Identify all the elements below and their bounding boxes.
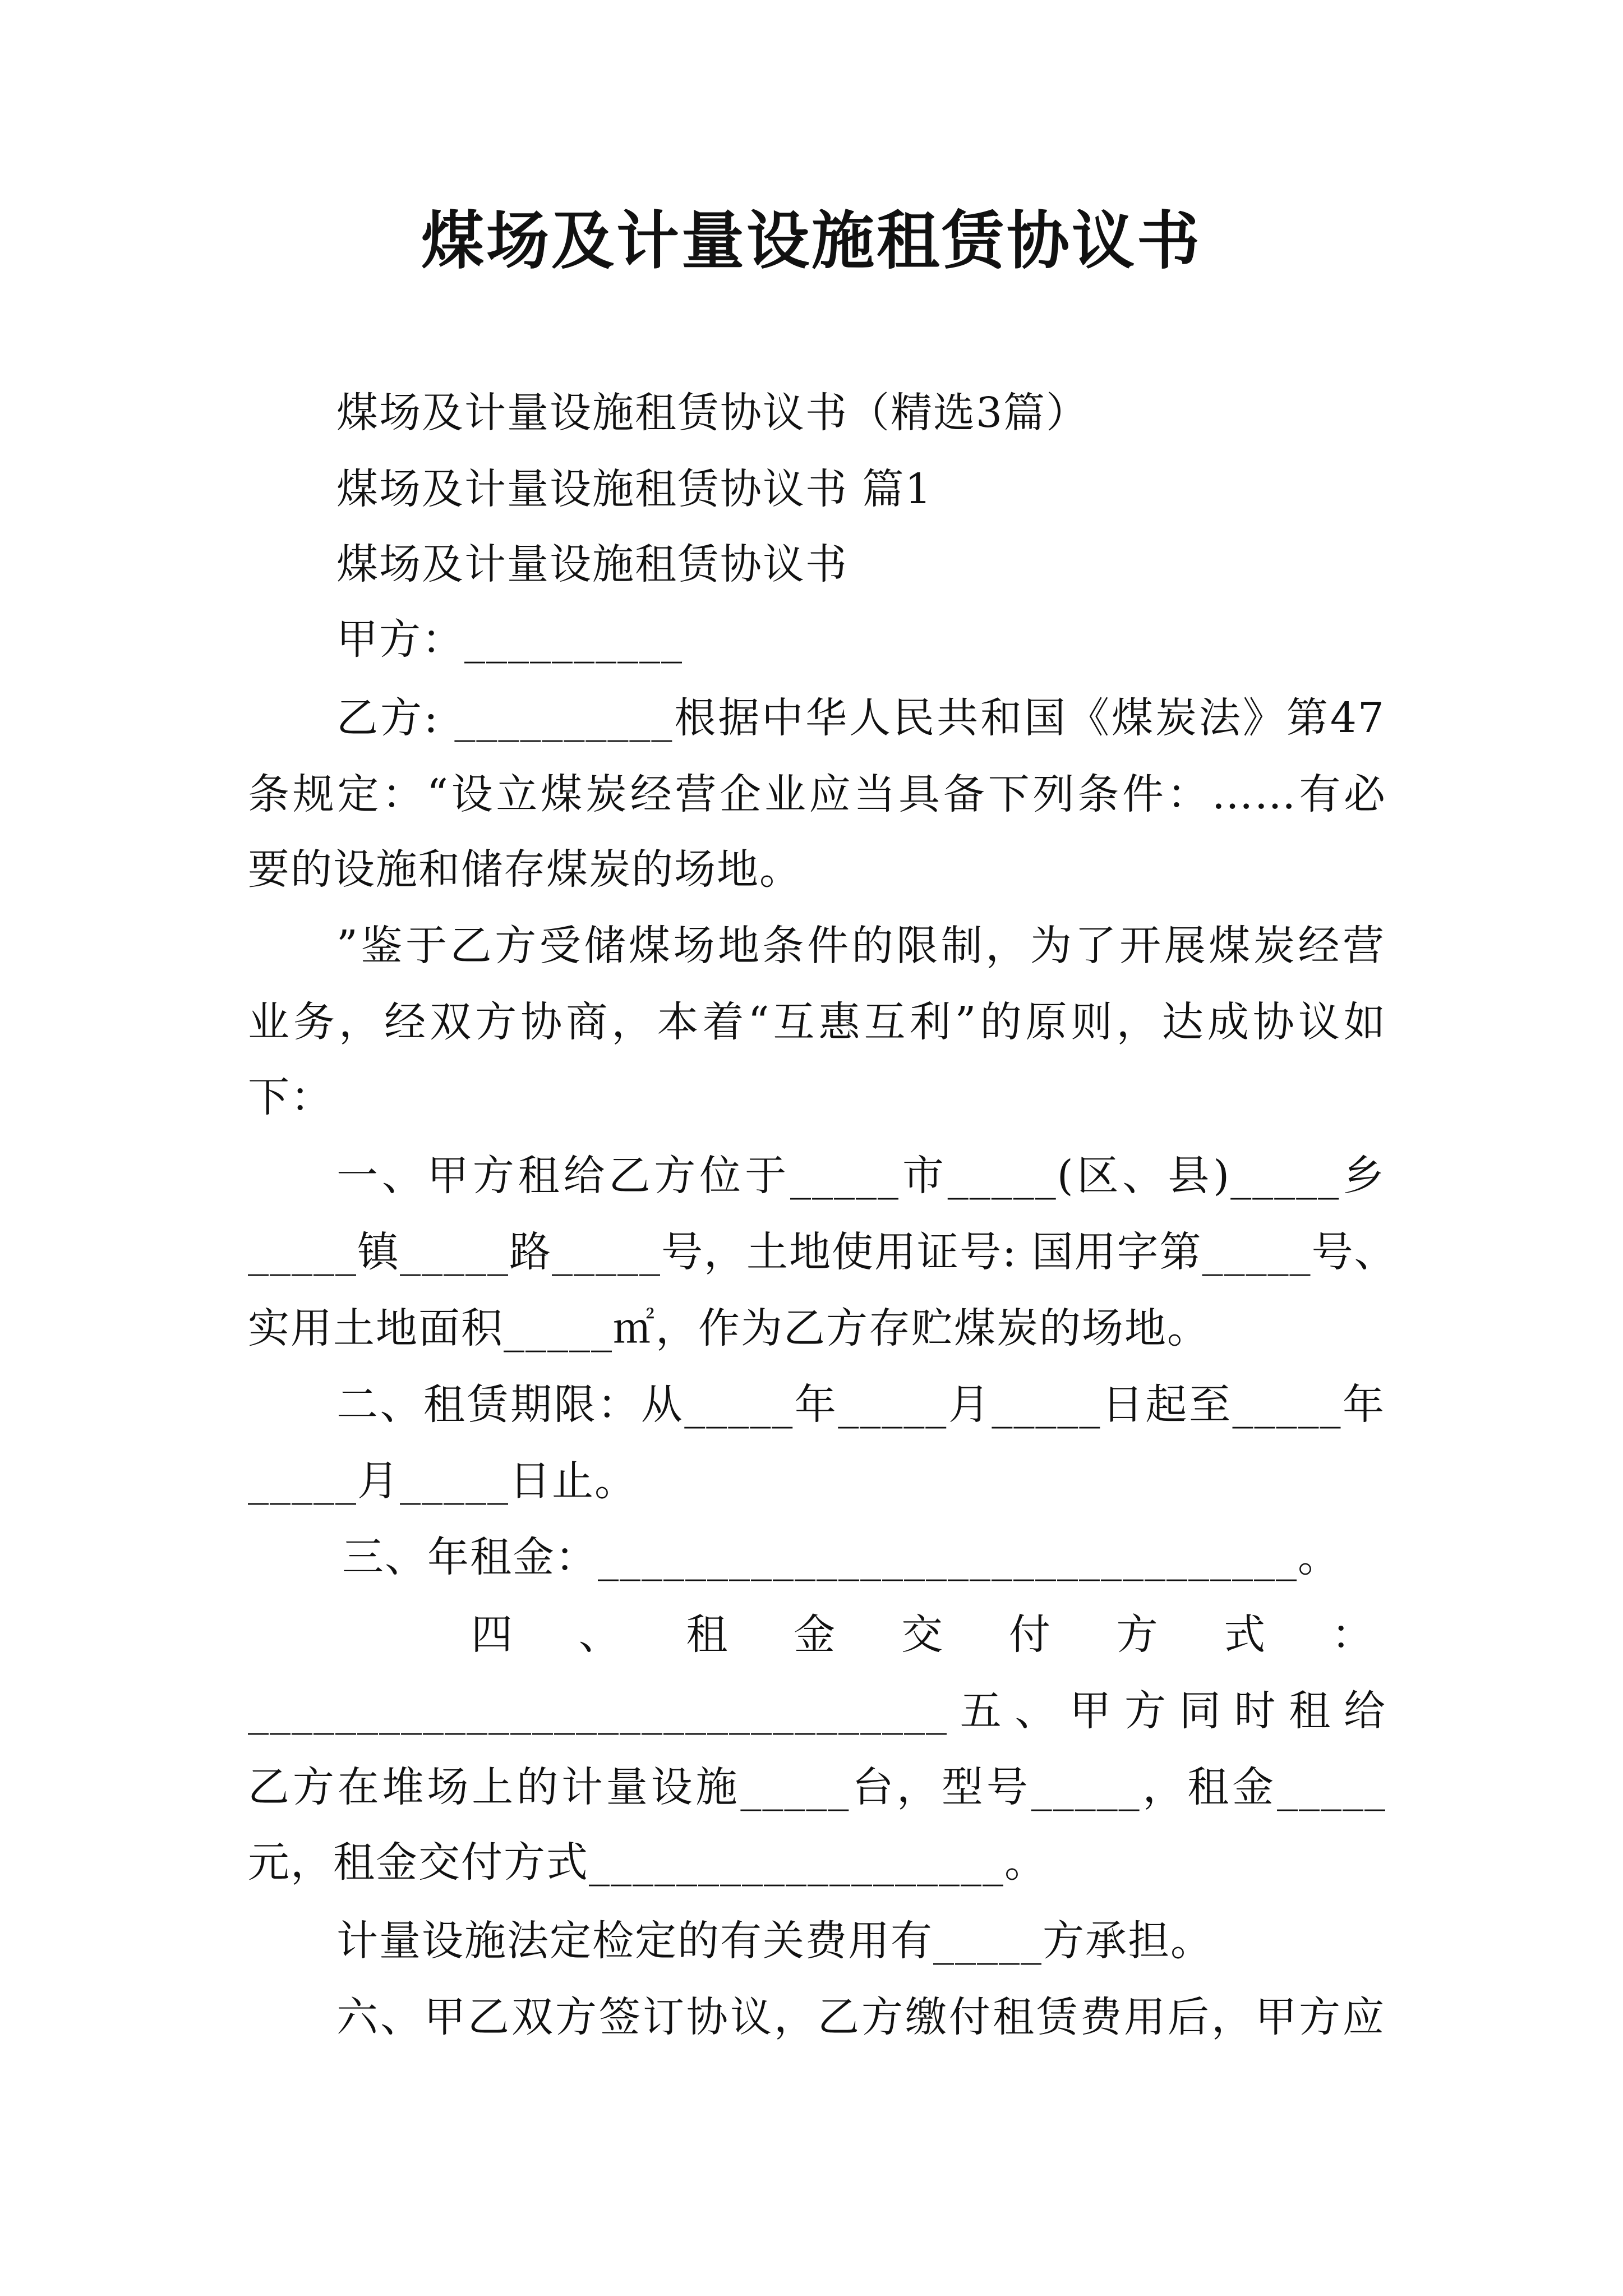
clause-4-heading: [471, 1607, 1374, 1663]
clause-4-char: 、: [578, 1611, 621, 1659]
subtitle-line: 煤场及计量设施租赁协议书（精选3篇）: [336, 389, 1089, 437]
clause-4-char: 方: [1116, 1611, 1159, 1659]
clause-2-line: _____月_____日止。: [248, 1457, 637, 1505]
party-a-line: 甲方：__________: [336, 615, 683, 664]
paragraph-line: ”鉴于乙方受储煤场地条件的限制，为了开展煤炭经营: [336, 922, 1385, 970]
clause-2-line: 二、租赁期限：从_____年_____月_____日起至_____年: [336, 1381, 1385, 1429]
clause-3-line: 三、年租金：________________________________。: [342, 1533, 1340, 1581]
clause-1-line: 一、甲方租给乙方位于_____市_____(区、县)_____乡: [336, 1152, 1385, 1200]
paragraph-line: 业务，经双方协商，本着“互惠互利”的原则，达成协议如: [248, 998, 1386, 1046]
clause-4-char: 金: [794, 1611, 837, 1659]
clause-5-line: 计量设施法定检定的有关费用有_____方承担。: [336, 1917, 1213, 1965]
clause-1-line: 实用土地面积_____㎡，作为乙方存贮煤炭的场地。: [248, 1304, 1210, 1352]
clause-4-char: ：: [1331, 1611, 1374, 1659]
clause-5-line: 乙方在堆场上的计量设施_____台，型号_____，租金_____: [248, 1763, 1386, 1811]
clause-1-line: _____镇_____路_____号，土地使用证号: 国用字第_____号、: [248, 1228, 1397, 1276]
section-heading: 煤场及计量设施租赁协议书 篇1: [336, 465, 933, 513]
clause-4-char: 租: [686, 1611, 729, 1659]
party-b-line: 乙方: __________根据中华人民共和国《煤炭法》第47: [336, 694, 1385, 742]
clause-5-line: ________________________________五、甲方同时租给: [248, 1687, 1386, 1735]
document-title: 煤场及计量设施租赁协议书: [421, 205, 1202, 278]
agreement-heading: 煤场及计量设施租赁协议书: [336, 540, 848, 588]
clause-4-char: 四: [471, 1611, 514, 1659]
clause-4-char: 付: [1008, 1611, 1052, 1659]
clause-5-line: 元，租金交付方式___________________。: [248, 1838, 1047, 1887]
paragraph-line: 条规定：“设立煤炭经营企业应当具备下列条件：……有必: [248, 770, 1386, 818]
clause-6-line: 六、甲乙双方签订协议，乙方缴付租赁费用后，甲方应: [336, 1993, 1385, 2041]
paragraph-line: 下：: [248, 1073, 333, 1121]
clause-4-char: 交: [901, 1611, 944, 1659]
clause-4-char: 式: [1224, 1611, 1267, 1659]
paragraph-line: 要的设施和储存煤炭的场地。: [248, 845, 802, 894]
